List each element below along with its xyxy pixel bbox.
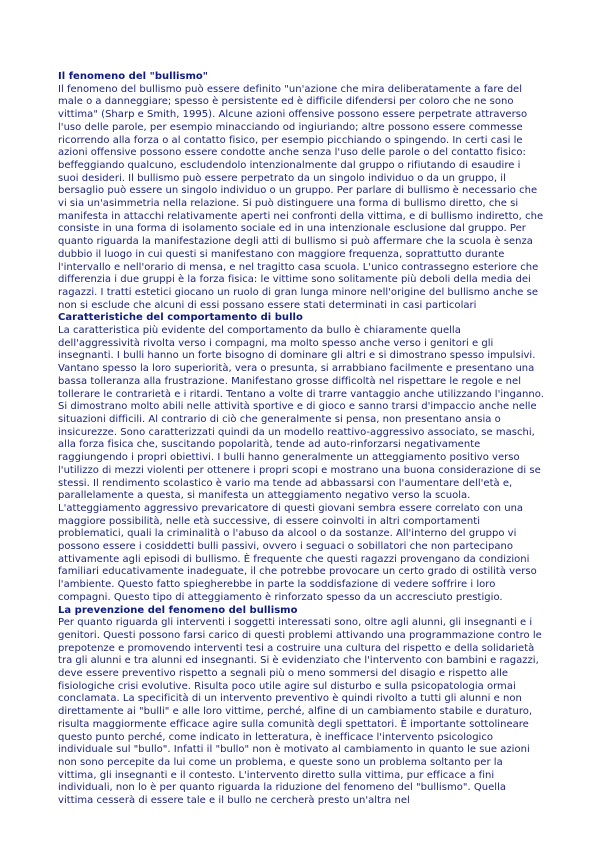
section-heading: Caratteristiche del comportamento di bullo: [58, 312, 303, 324]
document-page: [58, 71, 544, 808]
section-bullismo-fenomeno: [58, 71, 544, 312]
section-body: Per quanto riguarda gli interventi i soggetti interessati sono, oltre agli alunni, gli insegnanti e i genitori. Questi possono farsi carico di questi problemi attivando una programmazione contro le prepotenze e promovendo interventi tesi a costruire una cultura del rispetto e della solidarietà tra gli alunni e tra alunni ed insegnanti. Si è evidenziato che l'intervento con bambini e ragazzi, deve essere preventivo rispetto a segnali più o meno sommersi del disagio e rispetto alle fisiologiche crisi evolutive. Risulta poco utile agire sul disturbo e sulla psicopatologia ormai conclamata. La specificità di un intervento preventivo è quindi rivolto a tutti gli alunni e non direttamente ai "bulli" e alle loro vittime, perché, alfine di un cambiamento stabile e duraturo, risulta maggiormente efficace agire sulla comunità degli spettatori. È importante sottolineare questo punto perché, come indicato in letteratura, è inefficace l'intervento psicologico individuale sul "bullo". Infatti il "bullo" non è motivato al cambiamento in quanto le sue azioni non sono percepite da lui come un problema, e queste sono un problema soltanto per la vittima, gli insegnanti e il contesto. L'intervento diretto sulla vittima, pur efficace a fini individuali, non lo è per quanto riguarda la riduzione del fenomeno del "bullismo". Quella vittima cesserà di essere tale e il bullo ne cercherà presto un'altra nel: [58, 617, 542, 807]
section-heading: Il fenomeno del "bullismo": [58, 71, 209, 82]
section-prevenzione: [58, 605, 544, 808]
section-comportamento-bullo: [58, 312, 544, 604]
section-body: La caratteristica più evidente del comportamento da bullo è chiaramente quella dell'aggressività rivolta verso i compagni, ma molto spesso anche verso i genitori e gli insegnanti. I bulli hanno un forte bisogno di dominare gli altri e si dimostrano spesso impulsivi. Vantano spesso la loro superiorità, vera o presunta, si arrabbiano facilmente e presentano una bassa tolleranza alla frustrazione. Manifestano grosse difficoltà nel rispettare le regole e nel tollerare le contrarietà e i ritardi. Tentano a volte di trarre vantaggio anche utilizzando l'inganno. Si dimostrano molto abili nelle attività sportive e di gioco e sanno trarsi d'impaccio anche nelle situazioni difficili. Al contrario di ciò che generalmente si pensa, non presentano ansia o insicurezze. Sono caratterizzati quindi da un modello reattivo-aggressivo associato, se maschi, alla forza fisica che, suscitando popolarità, tende ad auto-rinforzarsi negativamente raggiungendo i propri obiettivi. I bulli hanno generalmente un atteggiamento positivo verso l'utilizzo di mezzi violenti per ottenere i propri scopi e mostrano una buona considerazione di se stessi. Il rendimento scolastico è vario ma tende ad abbassarsi con l'aumentare dell'età e, parallelamente a questa, si manifesta un atteggiamento negativo verso la scuola. L'atteggiamento aggressivo prevaricatore di questi giovani sembra essere correlato con una maggiore possibilità, nelle età successive, di essere coinvolti in altri comportamenti problematici, quali la criminalità o l'abuso da alcool o da sostanze. All'interno del gruppo vi possono essere i cosiddetti bulli passivi, ovvero i seguaci o sobillatori che non partecipano attivamente agli episodi di bullismo. È frequente che questi ragazzi provengano da condizioni familiari educativamente inadeguate, il che potrebbe provocare un certo grado di ostilità verso l'ambiente. Questo fatto spiegherebbe in parte la soddisfazione di vedere soffrire i loro compagni. Questo tipo di atteggiamento è rinforzato spesso da un accresciuto prestigio.: [58, 325, 544, 603]
section-body: Il fenomeno del bullismo può essere definito "un'azione che mira deliberatamente a fare del male o a danneggiare; spesso è persistente ed è difficile difendersi per coloro che ne sono vittima" (Sharp e Smith, 1995). Alcune azioni offensive possono essere perpetrate attraverso l'uso delle parole, per esempio minacciando od ingiuriando; altre possono essere commesse ricorrendo alla forza o al contatto fisico, per esempio picchiando o spingendo. In certi casi le azioni offensive possono essere condotte anche senza l'uso delle parole o del contatto fisico: beffeggiando qualcuno, escludendolo intenzionalmente dal gruppo o rifiutando di esaudire i suoi desideri. Il bullismo può essere perpetrato da un singolo individuo o da un gruppo, il bersaglio può essere un singolo individuo o un gruppo. Per parlare di bullismo è necessario che vi sia un'asimmetria nella relazione. Si può distinguere una forma di bullismo diretto, che si manifesta in attacchi relativamente aperti nei confronti della vittima, e di bullismo indiretto, che consiste in una forma di isolamento sociale ed in una intenzionale esclusione dal gruppo. Per quanto riguarda la manifestazione degli atti di bullismo si può affermare che la scuola è senza dubbio il luogo in cui questi si manifestano con maggiore frequenza, soprattutto durante l'intervallo e nell'orario di mensa, e nel tragitto casa scuola. L'unico contrassegno esteriore che differenzia i due gruppi è la forza fisica: le vittime sono solitamente più deboli della media dei ragazzi. I tratti estetici giocano un ruolo di gran lunga minore nell'origine del bullismo anche se non si esclude che alcuni di essi possano essere stati determinati in casi particolari: [58, 83, 544, 311]
section-heading: La prevenzione del fenomeno del bullismo: [58, 604, 298, 616]
